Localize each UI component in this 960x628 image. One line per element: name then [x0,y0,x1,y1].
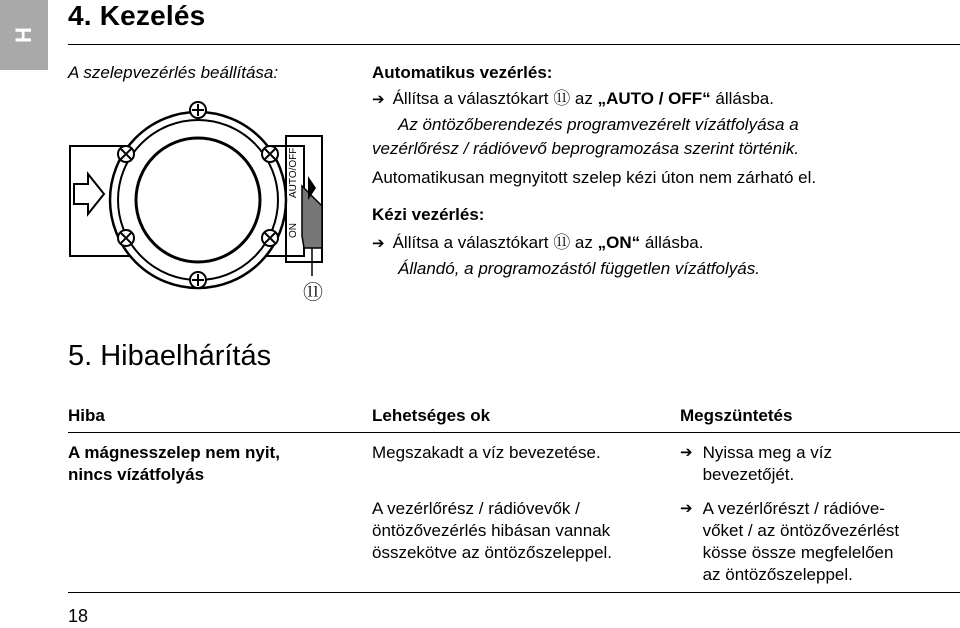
section4-title: 4. Kezelés [68,0,206,31]
arrow-right-icon: ➔ [680,500,693,517]
auto-instruction-key: „AUTO / OFF“ [597,89,711,108]
cause-cell-1 [372,442,601,464]
table-bottom-rule [68,592,960,593]
auto-instruction-post: állásba. [715,89,774,108]
language-tab [0,0,48,70]
screw-icon [118,146,134,162]
arrow-right-icon: ➔ [680,444,693,461]
col-header-remedy: Megszüntetés [680,406,793,425]
remedy-line: bevezetőjét. [702,465,795,484]
remedy-line: Nyissa meg a víz [702,443,833,462]
section4-subtitle: A szelepvezérlés beállítása: [68,63,279,82]
cause-line: öntözővezérlés hibásan vannak [372,521,611,540]
screw-icon [190,102,206,118]
auto-note-line3: Automatikusan megnyitott szelep kézi úton nem zárható el. [372,168,817,187]
screw-icon [262,146,278,162]
auto-instruction-pre: Állítsa a választókart ⑪ az [392,89,593,108]
auto-heading: Automatikus vezérlés: [372,63,553,82]
remedy-cell-2 [680,498,899,586]
screw-icon [262,230,278,246]
screw-icon [118,230,134,246]
fault-cell [68,442,280,486]
valve-diagram [64,96,344,312]
manual-note: Állandó, a programozástól független vízátfolyás. [398,259,760,278]
flow-arrow-icon [74,174,104,214]
callout-number: ⑪ [303,280,323,304]
selector-lever [302,186,322,248]
manual-instruction-post: állásba. [644,233,704,252]
table-header-rule [68,432,960,433]
col-header-cause: Lehetséges ok [372,406,491,425]
screw-icon [190,272,206,288]
label-auto-off: AUTO/OFF [288,147,299,198]
manual-instruction [372,232,703,255]
cause-cell-2 [372,498,612,564]
manual-instruction-key: „ON“ [597,233,641,252]
remedy-line: vőket / az öntözővezérlést [702,521,900,540]
label-on: ON [288,223,299,238]
auto-note-line1: Az öntözőberendezés programvezérelt vízátfolyása a [398,115,799,134]
cause-line: A vezérlőrész / rádióvevők / [372,499,580,518]
manual-heading: Kézi vezérlés: [372,205,485,224]
col-header-fault: Hiba [68,406,105,425]
remedy-line: kösse össze megfelelően [702,543,894,562]
remedy-cell-1 [680,442,832,486]
language-tab-label: H [10,27,36,43]
section5-title: 5. Hibaelhárítás [68,340,272,372]
fault-line: A mágnesszelep nem nyit, [68,443,280,462]
fault-line: nincs vízátfolyás [68,465,205,484]
remedy-line: A vezérlőrészt / rádióve- [702,499,885,518]
auto-note-line2: vezérlőrész / rádióvevő beprogramozása szerint történik. [372,139,800,158]
auto-instruction [372,88,774,111]
cause-line: összekötve az öntözőszeleppel. [372,543,613,562]
title-rule [68,44,960,45]
cause-line: Megszakadt a víz bevezetése. [372,443,601,462]
manual-instruction-pre: Állítsa a választókart ⑪ az [392,233,593,252]
page-number: 18 [68,606,89,626]
remedy-line: az öntözőszeleppel. [702,565,853,584]
arrow-right-icon: ➔ [372,235,385,252]
arrow-right-icon: ➔ [372,91,385,108]
